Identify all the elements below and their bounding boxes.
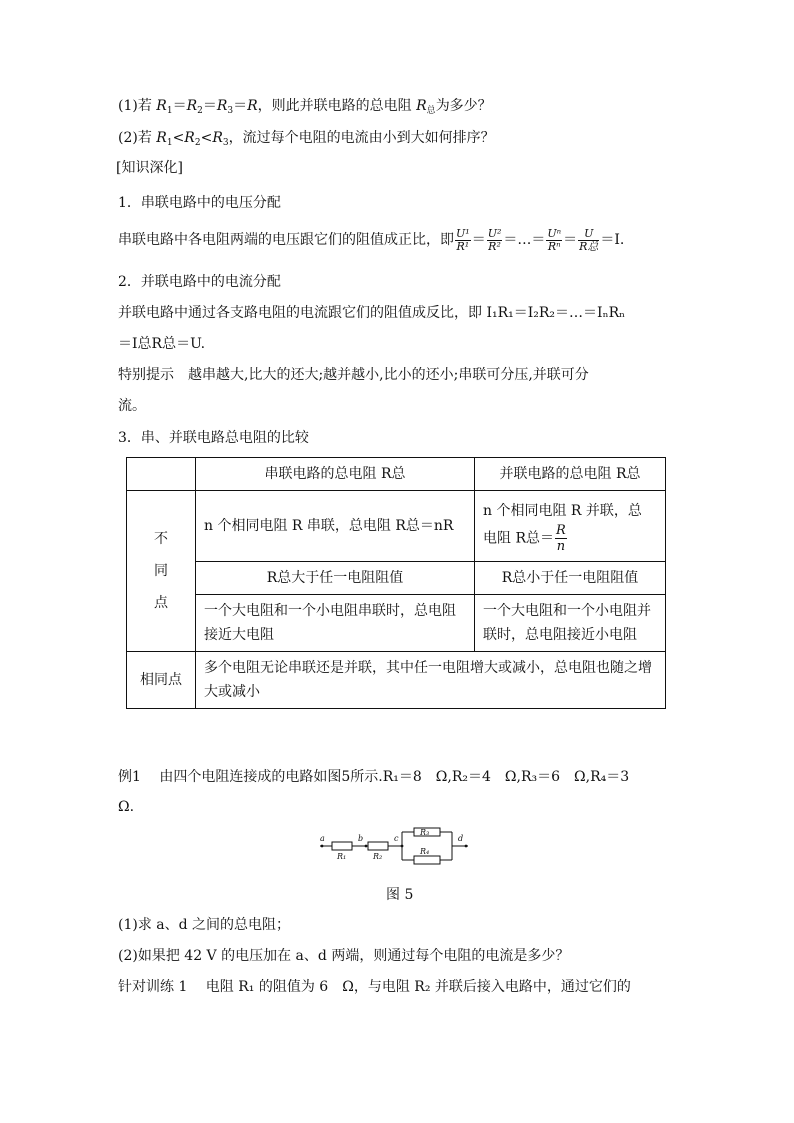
voltage-distribution-formula: 串联电路中各电阻两端的电压跟它们的阻值成正比，即 $\frac{\text{U¹}}{\text{R¹}}$ ＝ $\frac{\text{U²}}{\text{R²}}$ ＝…＝ $\frac{\text{Uⁿ}}{\text{Rⁿ}}$ ＝ $\frac{U}{\text{R总}}$ ＝I. bbox=[118, 226, 625, 253]
heading-current-distribution: 2．并联电路中的电流分配 bbox=[118, 274, 281, 290]
header-parallel: 并联电路的总电阻 R总 bbox=[475, 458, 666, 491]
same-text: 多个电阻无论串联还是并联，其中任一电阻增大或减小，总电阻也随之增大或减小 bbox=[196, 652, 666, 709]
node-b bbox=[365, 845, 368, 848]
diff-label-char-2: 同 bbox=[154, 563, 168, 579]
fraction-u2-r2: $\frac{\text{U²}}{\text{R²}}$ bbox=[487, 226, 502, 253]
fraction-u1-r1: $\frac{\text{U¹}}{\text{R¹}}$ bbox=[456, 226, 470, 253]
diff-label-cell bbox=[127, 491, 196, 652]
label-a: a bbox=[320, 834, 325, 843]
diff-label-char-1: 不 bbox=[154, 531, 168, 547]
table-row bbox=[127, 652, 666, 709]
fraction-r-over-n: $\frac{R}{n}$ bbox=[556, 522, 566, 554]
knowledge-tag: [知识深化] bbox=[116, 160, 183, 176]
example-1-line-2: Ω. bbox=[118, 799, 135, 815]
row1-series: n 个相同电阻 R 串联，总电阻 R总＝nR bbox=[196, 491, 475, 562]
label-r3: R₃ bbox=[420, 828, 430, 837]
example-1-line-1: 例1 由四个电阻连接成的电路如图5所示.R₁＝8 Ω,R₂＝4 Ω,R₃＝6 Ω,R₄＝3 bbox=[118, 769, 630, 785]
row1-parallel bbox=[475, 491, 666, 562]
diff-label-char-3: 点 bbox=[154, 595, 168, 611]
row2-parallel: R总小于任一电阻阻值 bbox=[475, 562, 666, 595]
table-row bbox=[127, 595, 666, 652]
node-a bbox=[321, 845, 324, 848]
training-1-line-1: 针对训练 1 电阻 R₁ 的阻值为 6 Ω，与电阻 R₂ 并联后接入电路中，通过它们的 bbox=[118, 979, 631, 995]
current-distribution-line-2: ＝I总R总＝U. bbox=[118, 336, 206, 352]
label-r1: R₁ bbox=[337, 852, 347, 861]
row3-parallel: 一个大电阻和一个小电阻并联时，总电阻接近小电阻 bbox=[475, 595, 666, 652]
row1-parallel-line-1: n 个相同电阻 R 并联，总 bbox=[483, 502, 642, 519]
node-d bbox=[465, 845, 468, 848]
resistor-r4 bbox=[414, 856, 440, 864]
comparison-table bbox=[126, 457, 666, 709]
fraction-u-rtotal: $\frac{U}{\text{R总}}$ bbox=[579, 226, 599, 253]
circuit-diagram bbox=[318, 826, 478, 870]
heading-voltage-distribution: 1．串联电路中的电压分配 bbox=[118, 195, 281, 211]
node-c bbox=[401, 845, 404, 848]
question-2: (2)若 $R_1<R_2<R_3$，流过每个电阻的电流由小到大如何排序？ bbox=[118, 130, 495, 148]
example-question-2: (2)如果把 42 V 的电压加在 a、d 两端，则通过每个电阻的电流是多少？ bbox=[118, 948, 570, 964]
table-row bbox=[127, 491, 666, 562]
table-corner-cell bbox=[127, 458, 196, 491]
fraction-un-rn: $\frac{\text{Uⁿ}}{\text{Rⁿ}}$ bbox=[547, 226, 562, 253]
label-r4: R₄ bbox=[420, 847, 430, 856]
label-c: c bbox=[394, 834, 399, 843]
same-label: 相同点 bbox=[127, 652, 196, 709]
figure-caption: 图 5 bbox=[386, 887, 414, 903]
label-d: d bbox=[458, 834, 464, 843]
current-distribution-line-1: 并联电路中通过各支路电阻的电流跟它们的阻值成反比，即 I₁R₁＝I₂R₂＝…＝IₙRₙ bbox=[118, 305, 626, 321]
special-tip-line-1: 特别提示 越串越大,比大的还大;越并越小,比小的还小;串联可分压,并联可分 bbox=[118, 367, 589, 383]
special-tip-line-2: 流。 bbox=[118, 398, 146, 414]
heading-total-resistance-comparison: 3．串、并联电路总电阻的比较 bbox=[118, 430, 309, 446]
example-question-1: (1)求 a、d 之间的总电阻； bbox=[118, 917, 291, 933]
table-row bbox=[127, 562, 666, 595]
header-series: 串联电路的总电阻 R总 bbox=[196, 458, 475, 491]
label-r2: R₂ bbox=[373, 852, 383, 861]
question-1: (1)若 $R_1=R_2=R_3=R$，则此并联电路的总电阻 $R_总$为多少？ bbox=[118, 98, 492, 116]
row2-series: R总大于任一电阻阻值 bbox=[196, 562, 475, 595]
row1-parallel-line-2: 电阻 R总＝ $\frac{R}{n}$ bbox=[483, 522, 566, 554]
table-header-row bbox=[127, 458, 666, 491]
resistor-r1 bbox=[332, 842, 352, 850]
label-b: b bbox=[358, 834, 364, 843]
row3-series: 一个大电阻和一个小电阻串联时，总电阻接近大电阻 bbox=[196, 595, 475, 652]
resistor-r2 bbox=[368, 842, 388, 850]
